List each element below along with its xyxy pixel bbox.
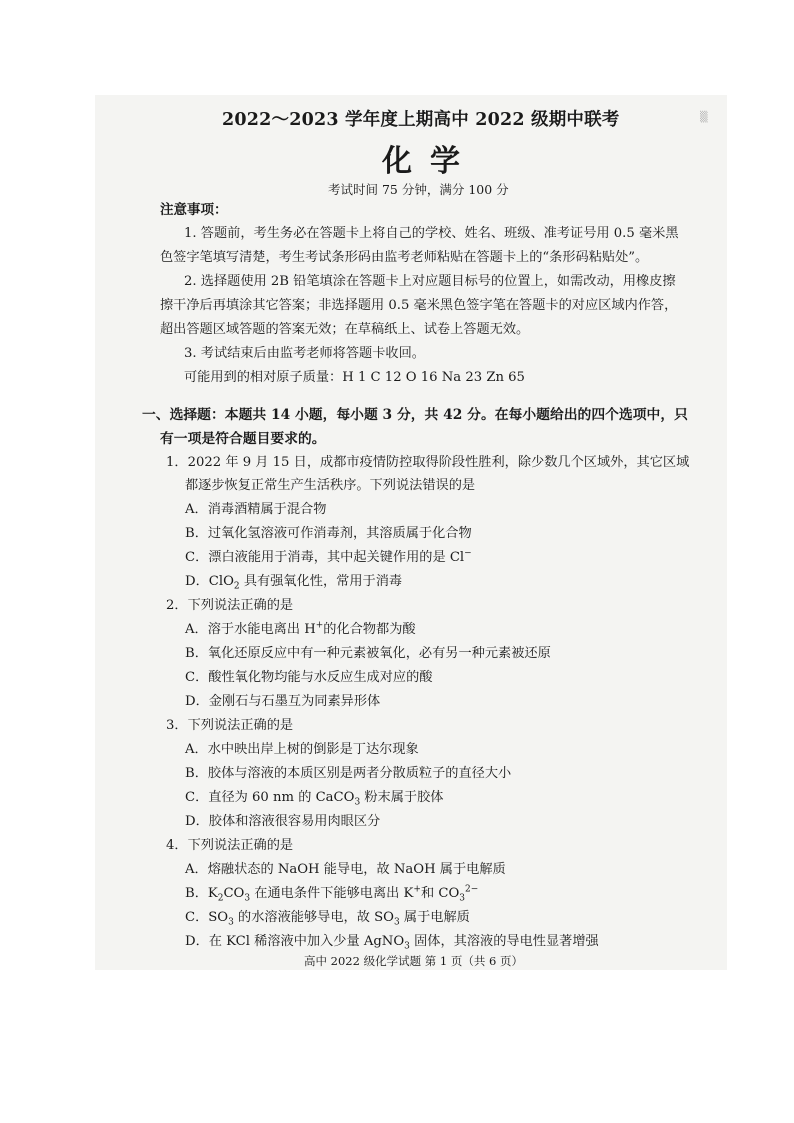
option-c: C．酸性氧化物均能与水反应生成对应的酸 [185, 670, 433, 685]
question-stem: 4．下列说法正确的是 [166, 838, 294, 853]
exam-info: 考试时间 75 分钟，满分 100 分 [328, 182, 509, 197]
option-b: B．氧化还原反应中有一种元素被氧化，必有另一种元素被还原 [185, 646, 551, 661]
bleed-through-mark: ▒ [700, 112, 708, 123]
option-a: A．水中映出岸上树的倒影是丁达尔现象 [185, 742, 419, 757]
option-b: B．过氧化氢溶液可作消毒剂，其溶质属于化合物 [185, 526, 472, 541]
question-stem: 3．下列说法正确的是 [166, 718, 294, 733]
option-b: B．胶体与溶液的本质区别是两者分散质粒子的直径大小 [185, 766, 512, 781]
option-c: C．$SO_3$ 的水溶液能够导电，故 $SO_3$ 属于电解质 [185, 910, 470, 928]
section-heading: 一、选择题：本题共 14 小题，每小题 3 分，共 42 分。在每小题给出的四个选项中，只 [142, 407, 688, 423]
notes-line: 3. 考试结束后由监考老师将答题卡收回。 [184, 346, 425, 361]
notes-line: 擦干净后再填涂其它答案；非选择题用 0.5 毫米黑色签字笔在答题卡的对应区域内作答， [160, 298, 678, 313]
section-heading: 有一项是符合题目要求的。 [160, 431, 326, 447]
notes-line: 色签字笔填写清楚，考生考试条形码由监考老师粘贴在答题卡上的“条形码粘贴处”。 [160, 250, 649, 265]
option-d: D．在 KCl 稀溶液中加入少量 AgNO$_3$ 固体，其溶液的导电性显著增强 [185, 934, 599, 952]
notes-line: 1. 答题前，考生务必在答题卡上将自己的学校、姓名、班级、准考证号用 0.5 毫米黑 [184, 226, 679, 241]
option-d: D．金刚石与石墨互为同素异形体 [185, 694, 381, 709]
atomic-mass-line: 可能用到的相对原子质量：H 1 C 12 O 16 Na 23 Zn 65 [184, 370, 525, 385]
exam-title: 2022～2023 学年度上期高中 2022 级期中联考 [222, 110, 620, 130]
notes-line: 超出答题区域答题的答案无效；在草稿纸上、试卷上答题无效。 [160, 322, 530, 337]
page-footer: 高中 2022 级化学试题 第 1 页（共 6 页） [304, 954, 523, 968]
notes-heading: 注意事项： [160, 202, 228, 218]
option-c: C．漂白液能用于消毒，其中起关键作用的是 Cl− [185, 548, 472, 565]
option-c: C．直径为 60 nm 的 CaCO$_3$ 粉末属于胶体 [185, 790, 444, 808]
question-stem: 都逐步恢复正常生产生活秩序。下列说法错误的是 [185, 478, 476, 493]
notes-line: 2. 选择题使用 2B 铅笔填涂在答题卡上对应题目标号的位置上，如需改动，用橡皮擦 [184, 274, 676, 289]
option-a: A．熔融状态的 NaOH 能导电，故 NaOH 属于电解质 [185, 862, 506, 877]
option-d: D．胶体和溶液很容易用肉眼区分 [185, 814, 381, 829]
question-stem: 2．下列说法正确的是 [166, 598, 294, 613]
option-a: A．消毒酒精属于混合物 [185, 502, 327, 517]
option-a: A．溶于水能电离出 H+的化合物都为酸 [185, 620, 416, 637]
subject-title: 化学 [382, 144, 478, 179]
option-d: D．ClO$_2$ 具有强氧化性，常用于消毒 [185, 574, 403, 592]
question-stem: 1．2022 年 9 月 15 日，成都市疫情防控取得阶段性胜利，除少数几个区域外，其它区域 [166, 455, 690, 470]
option-b: B．$K_2CO_3$ 在通电条件下能够电离出 K+和 $CO_3^{2-}$ [185, 884, 479, 904]
